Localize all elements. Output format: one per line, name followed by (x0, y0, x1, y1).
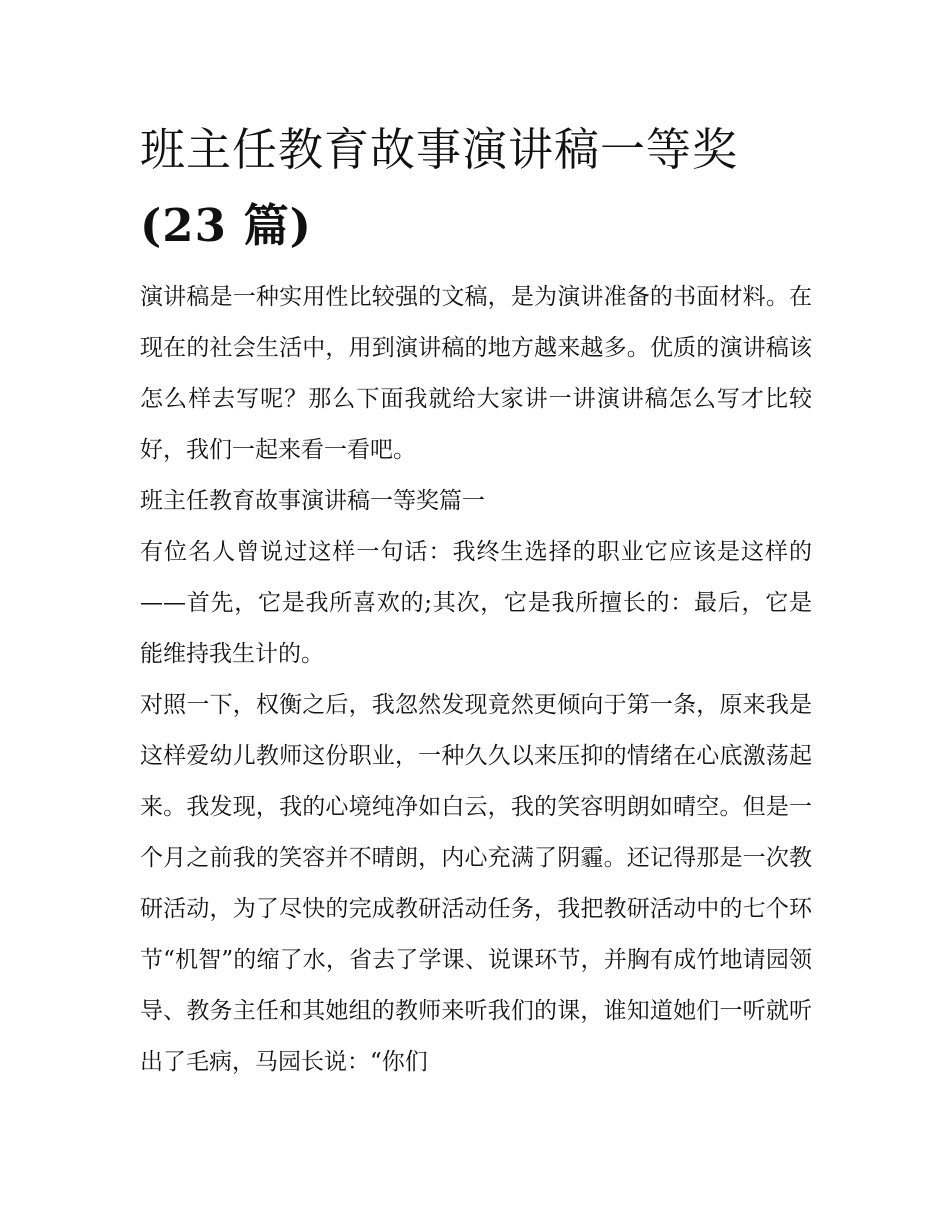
title-line-1: 班主任教育故事演讲稿一等奖 (140, 123, 739, 176)
title-line-2: (23 篇) (140, 199, 312, 252)
document-page (140, 112, 812, 1088)
title-block (140, 112, 812, 264)
intro-paragraph: 演讲稿是一种实用性比较强的文稿，是为演讲准备的书面材料。在现在的社会生活中，用到演讲稿的地方越来越多。优质的演讲稿该怎么样去写呢？那么下面我就给大家讲一讲演讲稿怎么写才比较好，我们一起来看一看吧。 (140, 284, 812, 463)
body-paragraph: 有位名人曾说过这样一句话：我终生选择的职业它应该是这样的——首先，它是我所喜欢的;其次，它是我所擅长的：最后，它是能维持我生计的。 (140, 539, 812, 667)
section-heading: 班主任教育故事演讲稿一等奖篇一 (140, 488, 485, 514)
document-title (140, 112, 812, 264)
body-paragraph: 对照一下，权衡之后，我忽然发现竟然更倾向于第一条，原来我是这样爱幼儿教师这份职业，一种久久以来压抑的情绪在心底激荡起来。我发现，我的心境纯净如白云，我的笑容明朗如晴空。但是一个月之前我的笑容并不晴朗，内心充满了阴霾。还记得那是一次教研活动，为了尽快的完成教研活动任务，我把教研活动中的七个环节“机智”的缩了水，省去了学课、说课环节，并胸有成竹地请园领导、教务主任和其她组的教师来听我们的课，谁知道她们一听就听出了毛病，马园长说：“你们 (140, 692, 812, 1075)
